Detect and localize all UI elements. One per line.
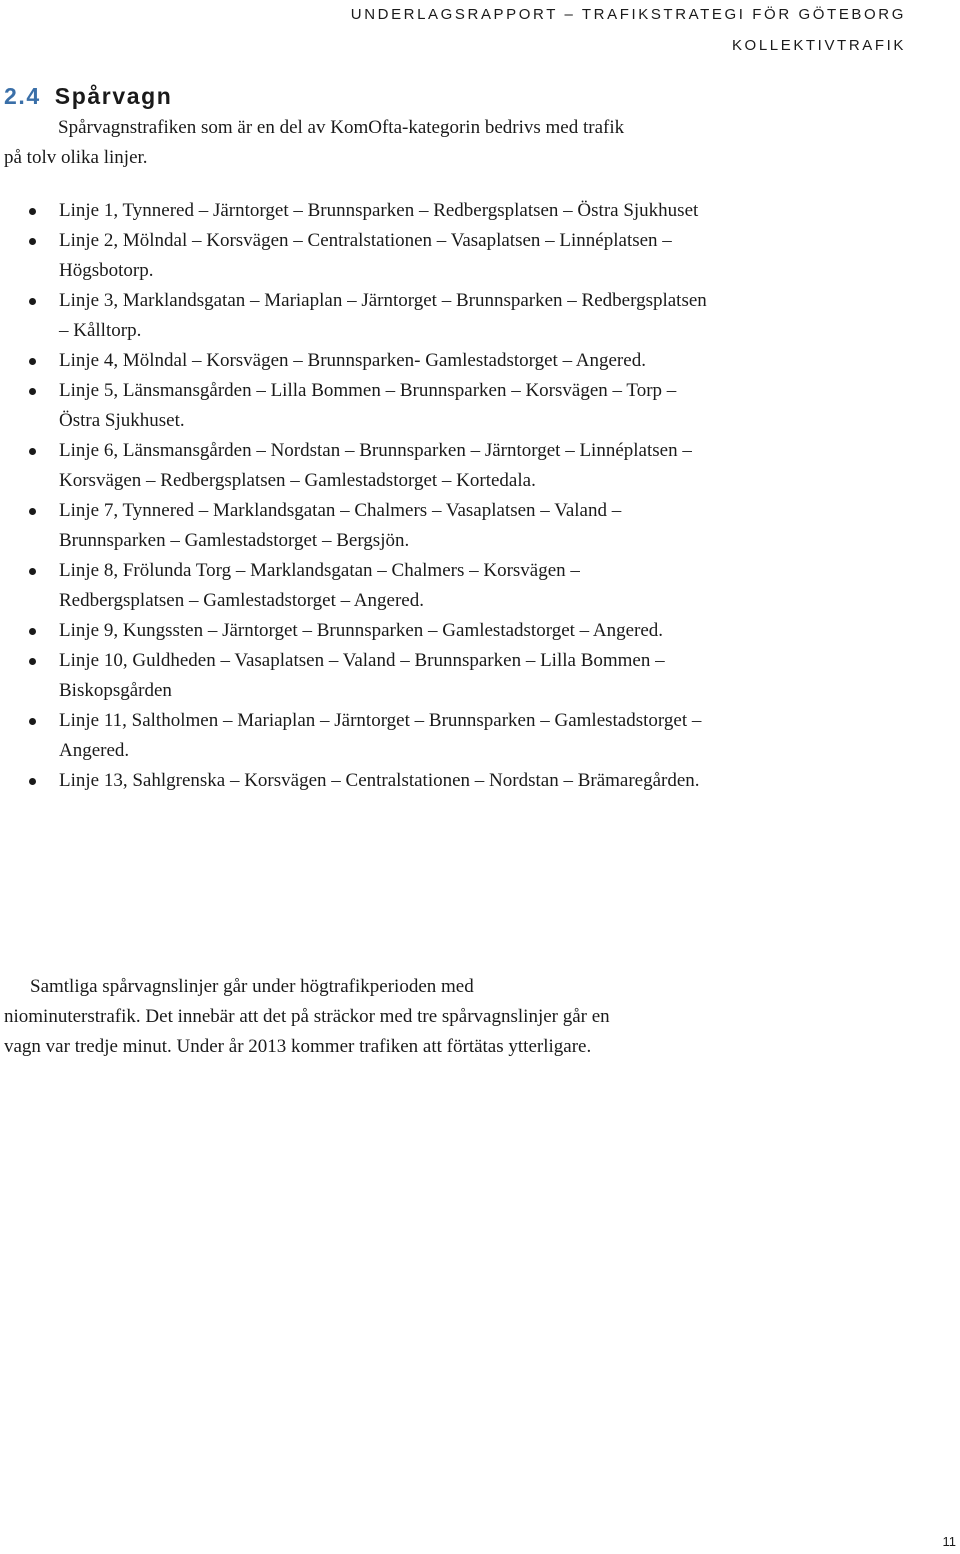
list-item [0, 286, 709, 346]
list-item [0, 376, 709, 436]
list-item [0, 226, 709, 286]
list-item-text: Linje 8, Frölunda Torg – Marklandsgatan – Chalmers – Korsvägen – Redbergsplatsen – Gamlestadstorget – Angered. [59, 560, 580, 611]
tram-lines-list [0, 196, 740, 796]
page-number: 11 [942, 1534, 956, 1549]
closing-line-2: niominuterstrafik. Det innebär att det på sträckor med tre spårvagnslinjer går en [4, 1006, 610, 1027]
bullet-icon [29, 358, 36, 365]
bullet-icon [29, 778, 36, 785]
bullet-icon [29, 658, 36, 665]
section-title: Spårvagn [54, 83, 173, 109]
running-header [351, 0, 906, 60]
intro-line-1: Spårvagnstrafiken som är en del av KomOfta-kategorin bedrivs med trafik [58, 117, 625, 138]
list-item-text: Linje 2, Mölndal – Korsvägen – Centralstationen – Vasaplatsen – Linnéplatsen – Högsbotorp. [59, 230, 672, 281]
list-item [0, 496, 709, 556]
bullet-icon [29, 208, 36, 215]
bullet-icon [29, 388, 36, 395]
bullet-icon [29, 238, 36, 245]
list-item [0, 646, 709, 706]
intro-line-2: på tolv olika linjer. [4, 147, 148, 168]
header-report-title: UNDERLAGSRAPPORT – TRAFIKSTRATEGI FÖR GÖTEBORG [350, 6, 906, 23]
list-item [0, 436, 709, 496]
list-item-text: Linje 6, Länsmansgården – Nordstan – Brunnsparken – Järntorget – Linnéplatsen – Korsvägen – Redbergsplatsen – Gamlestadstorget – Kortedala. [59, 440, 692, 491]
list-item [0, 346, 709, 376]
bullet-icon [29, 298, 36, 305]
bullet-icon [29, 448, 36, 455]
list-item-text: Linje 13, Sahlgrenska – Korsvägen – Centralstationen – Nordstan – Brämaregården. [59, 770, 700, 791]
list-item-text: Linje 10, Guldheden – Vasaplatsen – Valand – Brunnsparken – Lilla Bommen – Biskopsgården [59, 650, 665, 701]
bullet-icon [29, 718, 36, 725]
section-number: 2.4 [4, 83, 41, 109]
list-item [0, 556, 709, 616]
list-item-text: Linje 4, Mölndal – Korsvägen – Brunnsparken- Gamlestadstorget – Angered. [59, 350, 646, 371]
list-item [0, 196, 709, 226]
header-chapter-title: KOLLEKTIVTRAFIK [731, 37, 906, 54]
section-heading [4, 80, 172, 112]
bullet-icon [29, 508, 36, 515]
list-item-text: Linje 11, Saltholmen – Mariaplan – Järntorget – Brunnsparken – Gamlestadstorget – Angered. [59, 710, 702, 761]
list-item-text: Linje 9, Kungssten – Järntorget – Brunnsparken – Gamlestadstorget – Angered. [59, 620, 664, 641]
list-item [0, 706, 709, 766]
bullet-icon [29, 568, 36, 575]
list-item-text: Linje 3, Marklandsgatan – Mariaplan – Järntorget – Brunnsparken – Redbergsplatsen – Kålltorp. [59, 290, 707, 341]
closing-paragraph [4, 972, 724, 1062]
closing-line-1: Samtliga spårvagnslinjer går under högtrafikperioden med [30, 976, 474, 997]
list-item-text: Linje 7, Tynnered – Marklandsgatan – Chalmers – Vasaplatsen – Valand – Brunnsparken – Gamlestadstorget – Bergsjön. [59, 500, 622, 551]
closing-line-3: vagn var tredje minut. Under år 2013 kommer trafiken att förtätas ytterligare. [4, 1036, 592, 1057]
list-item [0, 766, 709, 796]
list-item-text: Linje 5, Länsmansgården – Lilla Bommen – Brunnsparken – Korsvägen – Torp – Östra Sjukhuset. [59, 380, 677, 431]
bullet-icon [29, 628, 36, 635]
list-item [0, 616, 709, 646]
intro-paragraph [4, 113, 704, 173]
list-item-text: Linje 1, Tynnered – Järntorget – Brunnsparken – Redbergsplatsen – Östra Sjukhuset [59, 200, 699, 221]
